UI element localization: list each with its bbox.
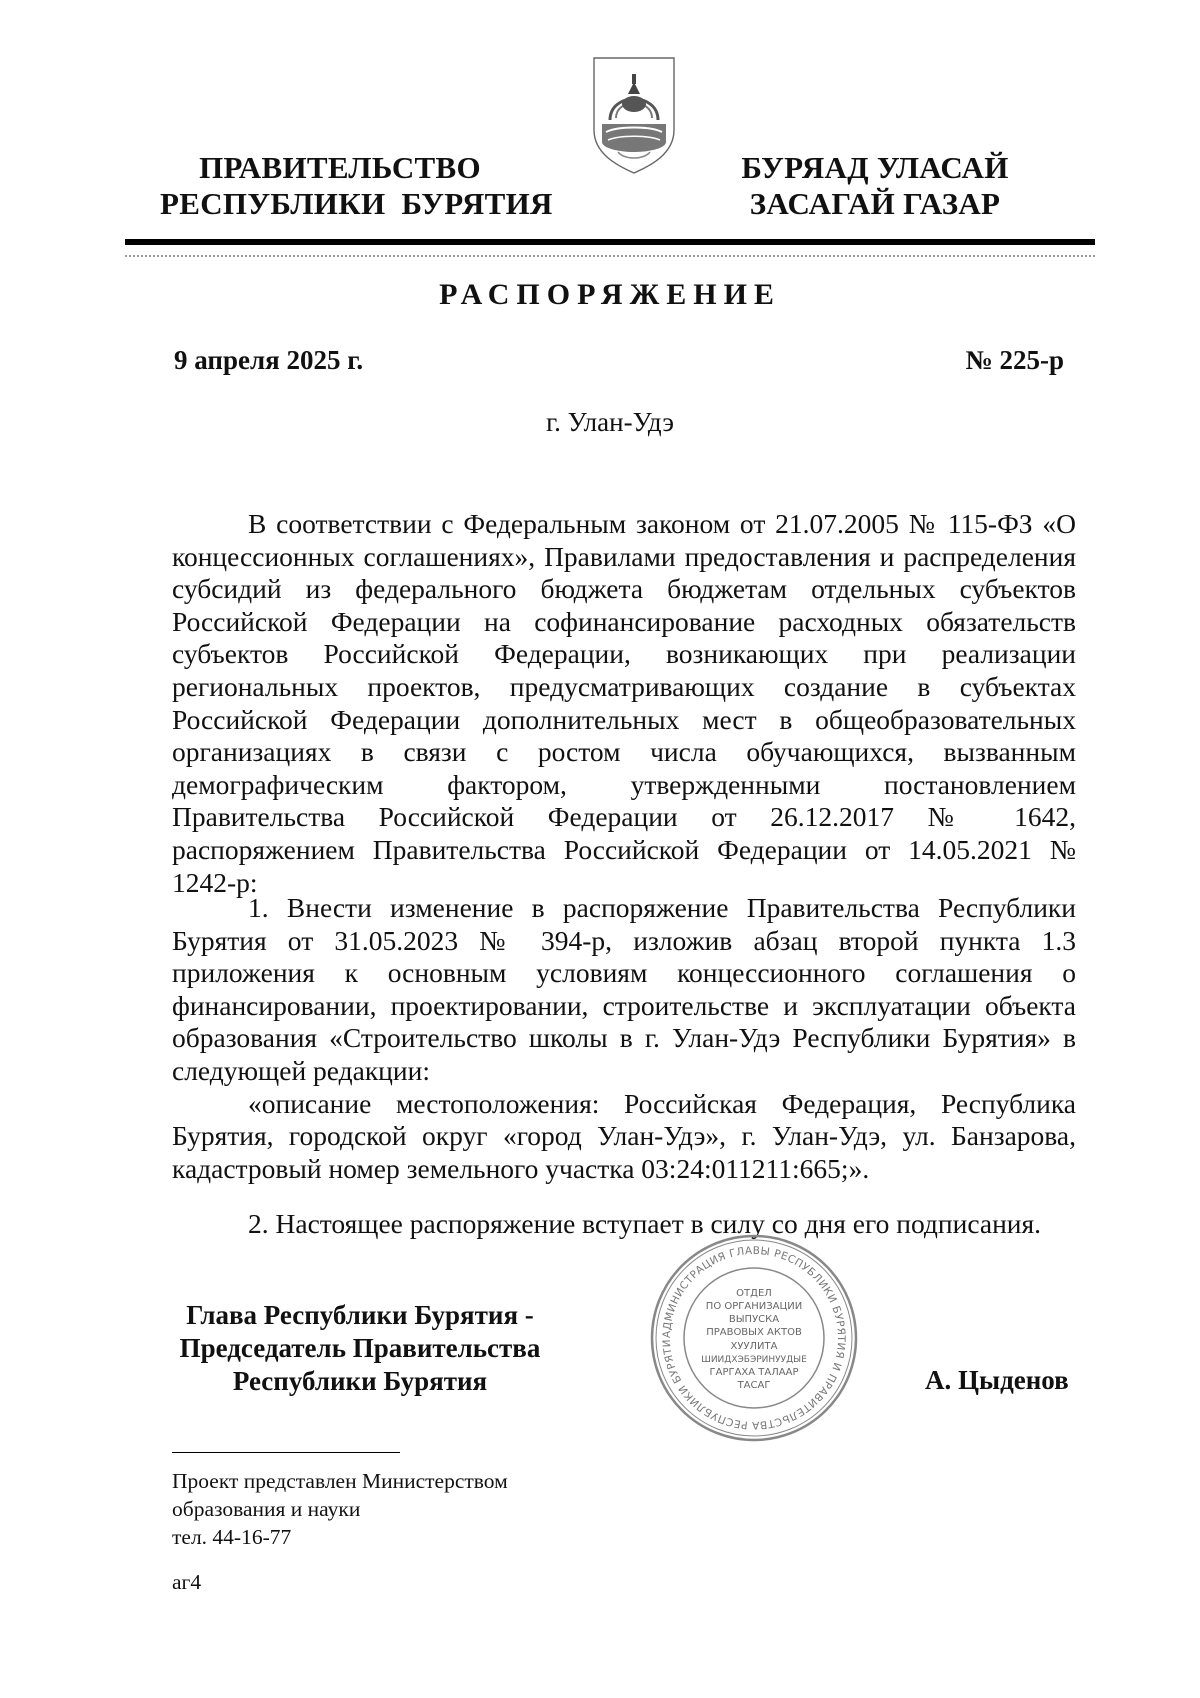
item-1-paragraph: 1. Внести изменение в распоряжение Правительства Республики Бурятия от 31.05.2023 № 394-р, изложив абзац второй пункта 1.3 приложения к основным условиям концессионного соглашения о финансировании, проектировании, строительстве и эксплуатации объекта образования «Строительство школы в г. Улан-Удэ Республики Бурятия» в следующей редакции: — [172, 892, 1076, 1086]
signatory-name: А. Цыденов — [925, 1365, 1069, 1395]
header-left-line2: РЕСПУБЛИКИ БУРЯТИЯ — [160, 186, 553, 221]
seal-line6: ШИИДХЭБЭРИНУУДЫЕ — [701, 1355, 807, 1365]
document-title: РАСПОРЯЖЕНИЕ — [439, 278, 781, 311]
seal-line7: ГАРГАХА ТАЛААР — [709, 1367, 799, 1378]
header-divider — [125, 239, 1095, 245]
seal-line4: ПРАВОВЫХ АКТОВ — [706, 1327, 802, 1338]
seal-line2: ПО ОРГАНИЗАЦИИ — [705, 1301, 803, 1312]
item-1-quote: «описание местоположения: Российская Федерация, Республика Бурятия, городской округ «город Улан-Удэ», г. Улан-Удэ, ул. Банзарова, кадастровый номер земельного участка 03:24:011211:665;». — [172, 1087, 1076, 1184]
preamble — [172, 508, 1076, 899]
document-city: г. Улан-Удэ — [546, 407, 674, 437]
header-right-line1: БУРЯАД УЛАСАЙ — [741, 150, 1009, 185]
seal-outer-text: АДМИНИСТРАЦИЯ ГЛАВЫ РЕСПУБЛИКИ БУРЯТИЯ И ПРАВИТЕЛЬСТВА РЕСПУБЛИКИ БУРЯТИ — [660, 1244, 848, 1432]
signatory-title-line2: Председатель Правительства — [179, 1333, 541, 1363]
seal-line5: ХУУЛИТА — [730, 1341, 778, 1352]
item-1 — [172, 892, 1076, 1185]
header-right-line2: ЗАСАГАЙ ГАЗАР — [749, 186, 1001, 221]
document-number: № 225-р — [965, 345, 1064, 375]
footnote — [172, 1467, 508, 1551]
header-left — [160, 150, 553, 222]
signatory-title — [155, 1299, 565, 1398]
seal-line1: ОТДЕЛ — [736, 1288, 772, 1299]
header-divider-thin — [125, 255, 1095, 257]
document-date: 9 апреля 2025 г. — [174, 345, 364, 375]
header-left-line1: ПРАВИТЕЛЬСТВО — [199, 150, 481, 185]
footnote-line1: Проект представлен Министерством — [172, 1469, 508, 1493]
document-code: аг4 — [172, 1570, 202, 1594]
coat-of-arms-icon — [588, 52, 680, 176]
footnote-line2: образования и науки — [172, 1497, 361, 1521]
footnote-line3: тел. 44-16-77 — [172, 1525, 292, 1549]
signatory-title-line3: Республики Бурятия — [232, 1366, 488, 1396]
header-right — [700, 150, 1050, 222]
seal-line3: ВЫПУСКА — [728, 1314, 780, 1325]
preamble-paragraph: В соответствии с Федеральным законом от 21.07.2005 № 115-ФЗ «О концессионных соглашениях», Правилами предоставления и распределения субсидий из федерального бюджета бюджетам отдельных субъектов Российской Федерации на софинансирование расходных обязательств субъектов Российской Федерации, возникающих при реализации региональных проектов, предусматривающих создание в субъектах Российской Федерации дополнительных мест в общеобразовательных организациях в связи с ростом числа обучающихся, вызванным демографическим фактором, утвержденными постановлением Правительства Российской Федерации от 26.12.2017 № 1642, распоряжением Правительства Российской Федерации от 14.05.2021 № 1242-р: — [172, 508, 1076, 898]
footnote-divider — [172, 1452, 400, 1453]
seal-line8: ТАСАГ — [737, 1380, 771, 1391]
official-seal-icon — [648, 1232, 860, 1444]
item-2-paragraph: 2. Настоящее распоряжение вступает в силу со дня его подписания. — [248, 1208, 1042, 1239]
item-2 — [172, 1208, 1076, 1241]
signatory-title-line1: Глава Республики Бурятия - — [186, 1300, 534, 1330]
